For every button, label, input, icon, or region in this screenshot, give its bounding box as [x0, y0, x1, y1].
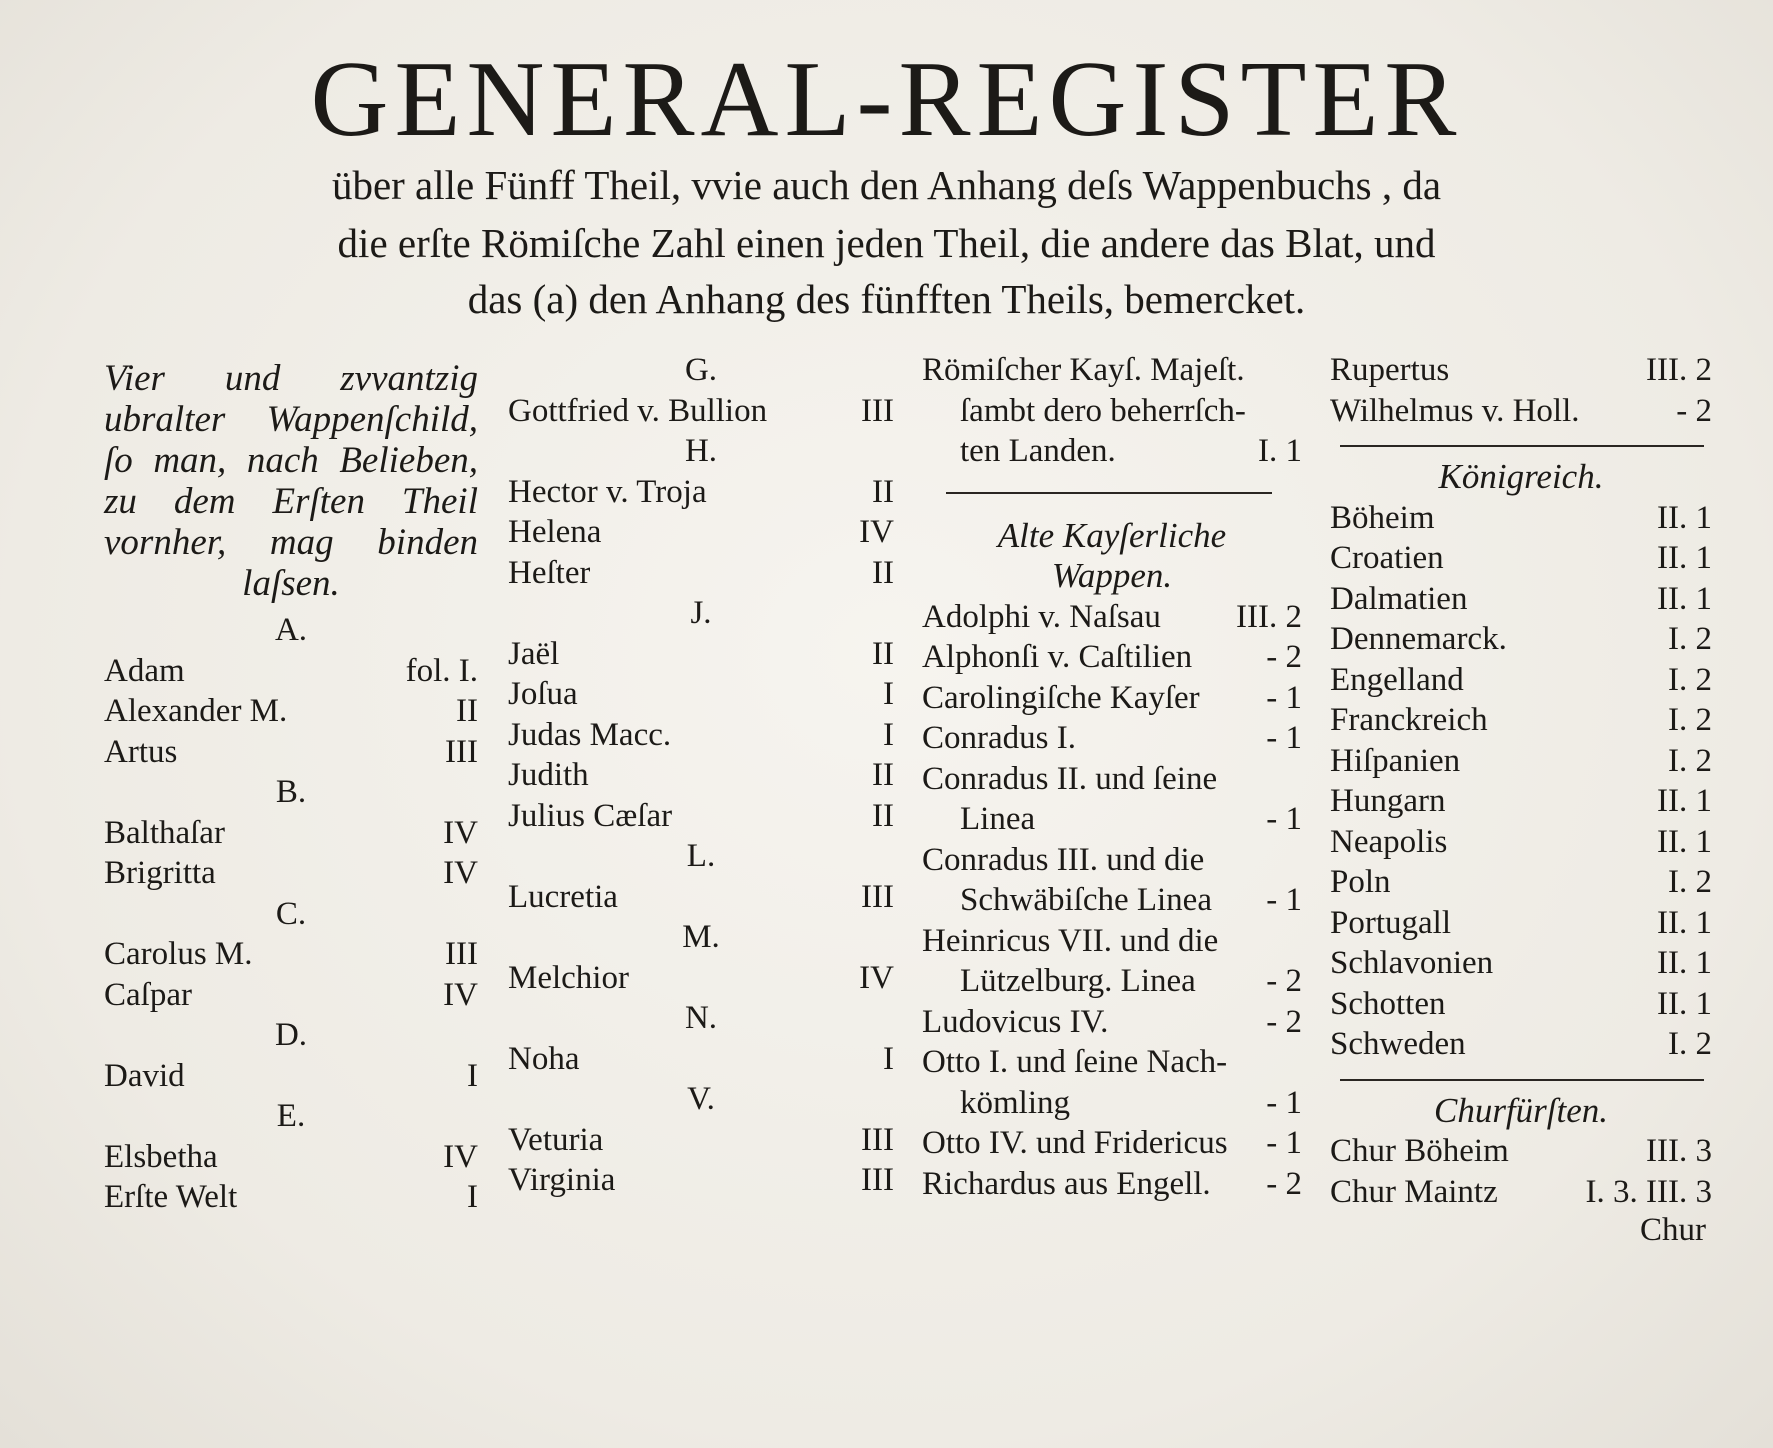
entry-reference: II [872, 797, 894, 834]
entry-name: Hector v. Troja [508, 473, 707, 510]
register-entry [1330, 498, 1712, 539]
entry-name: Poln [1330, 864, 1391, 900]
entry-name: Brigritta [104, 855, 216, 891]
entry-name: Noha [508, 1040, 580, 1077]
register-entry [508, 391, 894, 432]
entry-reference: I. 3. III. 3 [1585, 1173, 1712, 1210]
entry-reference: I [467, 1057, 478, 1094]
register-entry [1330, 391, 1712, 432]
entry-reference: - 1 [1266, 801, 1302, 837]
entry-name: Portugall [1330, 904, 1451, 941]
entry-reference: - 2 [1266, 639, 1302, 675]
column-4-entries [1330, 350, 1712, 1212]
entry-reference: I [467, 1179, 478, 1215]
register-entry [1330, 1172, 1712, 1213]
entry-name: Dalmatien [1330, 580, 1468, 617]
register-entry [922, 840, 1302, 881]
register-entry [508, 755, 894, 796]
entry-reference: IV [443, 855, 478, 891]
entry-reference: III [861, 392, 894, 429]
entry-name: Conradus I. [922, 720, 1076, 756]
register-entry [1330, 781, 1712, 822]
register-entry [104, 934, 478, 975]
entry-reference: II [456, 693, 478, 729]
entry-reference: I. 1 [1258, 433, 1302, 469]
letter-heading: D. [274, 1017, 308, 1053]
column-1-intro: Vier und zvvantzig ubralter Wappenſchild, ſo man, nach Belieben, zu dem Erſten Theil vornher, mag binden laſsen. [104, 358, 478, 604]
entry-name: ten Landen. [960, 433, 1116, 469]
register-entry [508, 553, 894, 594]
entry-name: Judas Macc. [508, 716, 672, 753]
register-entry [104, 651, 478, 692]
register-entry [1330, 619, 1712, 660]
letter-heading: B. [275, 774, 307, 810]
entry-reference: III. 2 [1236, 598, 1302, 635]
register-entry [104, 813, 478, 854]
register-entry [508, 634, 894, 675]
register-column-1 [104, 350, 478, 1218]
entry-name: Balthaſar [104, 814, 225, 851]
entry-name: Wilhelmus v. Holl. [1330, 392, 1580, 429]
register-entry [922, 961, 1302, 1002]
entry-name: Carolingiſche Kayſer [922, 679, 1200, 716]
section-divider [1340, 1079, 1704, 1081]
column-1-entries [104, 610, 478, 1218]
register-entry [508, 1160, 894, 1201]
register-entry [922, 431, 1302, 472]
section-heading: Königreich. [1438, 457, 1604, 496]
register-entry [922, 678, 1302, 719]
register-entry [104, 853, 478, 894]
register-entry [1330, 1131, 1712, 1172]
entry-name: Adam [104, 652, 185, 689]
entry-name: Neapolis [1330, 823, 1448, 860]
register-entry [922, 921, 1302, 962]
entry-reference: I [883, 716, 894, 753]
entry-name: Carolus M. [104, 936, 253, 972]
column-2-entries [508, 350, 894, 1201]
entry-reference: II. 1 [1657, 904, 1712, 941]
entry-reference: II. 1 [1657, 985, 1712, 1022]
letter-heading: M. [682, 919, 720, 955]
entry-name: Schotten [1330, 985, 1446, 1022]
section-divider [1340, 445, 1704, 447]
entry-reference: - 1 [1266, 1084, 1302, 1121]
entry-name: Artus [104, 733, 178, 770]
register-entry [922, 759, 1302, 800]
entry-reference: - 1 [1266, 679, 1302, 716]
entry-name: Julius Cæſar [508, 797, 673, 834]
register-entry [508, 715, 894, 756]
entry-name: Römiſcher Kayſ. Majeſt. [922, 352, 1245, 388]
register-entry [104, 1137, 478, 1178]
entry-name: Croatien [1330, 540, 1444, 576]
register-entry [1330, 1024, 1712, 1065]
entry-reference: IV [443, 1138, 478, 1175]
entry-name: Alphonſi v. Caſtilien [922, 639, 1193, 675]
entry-reference: IV [859, 514, 894, 550]
register-entry [922, 1002, 1302, 1043]
register-entry [104, 691, 478, 732]
register-entry [508, 1039, 894, 1080]
entry-reference: III [445, 733, 478, 770]
letter-heading: L. [686, 838, 716, 874]
entry-name: Schwäbiſche Linea [960, 882, 1212, 918]
entry-name: Conradus II. und ſeine [922, 760, 1218, 797]
register-entry [508, 877, 894, 918]
register-entry [1330, 579, 1712, 620]
letter-heading: H. [684, 433, 718, 469]
entry-reference: IV [859, 959, 894, 996]
entry-reference: II. 1 [1657, 580, 1712, 617]
entry-reference: - 1 [1266, 1125, 1302, 1161]
register-entry [1330, 903, 1712, 944]
entry-reference: - 1 [1266, 720, 1302, 756]
entry-name: Hiſpanien [1330, 742, 1461, 779]
entry-reference: IV [443, 976, 478, 1013]
section-heading: Wappen. [1051, 556, 1173, 595]
entry-name: Ludovicus IV. [922, 1003, 1109, 1040]
entry-name: Engelland [1330, 661, 1464, 698]
entry-reference: I [883, 1040, 894, 1077]
entry-reference: II [872, 554, 894, 591]
entry-name: Caſpar [104, 976, 192, 1013]
column-3-entries [922, 350, 1302, 1204]
letter-heading: A. [274, 612, 308, 648]
entry-name: Alexander M. [104, 693, 288, 729]
register-entry [1330, 862, 1712, 903]
register-entry [922, 637, 1302, 678]
register-entry [508, 472, 894, 513]
register-entry [922, 880, 1302, 921]
register-entry [1330, 700, 1712, 741]
entry-name: Joſua [508, 676, 578, 712]
register-entry [508, 796, 894, 837]
catchword: Chur [1640, 1212, 1706, 1248]
register-entry [1330, 741, 1712, 782]
entry-reference: - 2 [1266, 963, 1302, 999]
register-entry [1330, 660, 1712, 701]
register-entry [922, 799, 1302, 840]
register-entry [922, 1042, 1302, 1083]
register-entry [1330, 984, 1712, 1025]
entry-name: Helena [508, 514, 602, 550]
entry-reference: I. 2 [1668, 702, 1712, 738]
entry-name: Chur Maintz [1330, 1173, 1498, 1210]
register-column-3 [922, 350, 1302, 1204]
entry-name: Jaël [508, 635, 560, 672]
entry-name: Lützelburg. Linea [960, 963, 1196, 999]
letter-heading: N. [684, 1000, 718, 1036]
register-entry [922, 1164, 1302, 1205]
entry-reference: II. 1 [1657, 783, 1712, 819]
entry-reference: II [872, 473, 894, 510]
entry-reference: I. 2 [1668, 621, 1712, 657]
register-column-4 [1330, 350, 1712, 1212]
entry-name: ſambt dero beherrſch- [960, 392, 1246, 429]
entry-reference: I. 2 [1668, 742, 1712, 779]
entry-name: Linea [960, 801, 1036, 837]
entry-name: Schlavonien [1330, 945, 1494, 981]
entry-reference: - 2 [1676, 392, 1712, 429]
entry-reference: II. 1 [1657, 823, 1712, 860]
register-entry [104, 1177, 478, 1218]
entry-name: Heinricus VII. und die [922, 922, 1219, 959]
register-entry [922, 391, 1302, 432]
entry-name: Conradus III. und die [922, 841, 1205, 878]
section-divider [946, 492, 1272, 494]
entry-reference: - 2 [1266, 1165, 1302, 1202]
register-entry [922, 718, 1302, 759]
entry-name: Lucretia [508, 878, 618, 915]
entry-name: Adolphi v. Naſsau [922, 598, 1161, 635]
register-entry [508, 1120, 894, 1161]
entry-reference: III [445, 936, 478, 972]
entry-name: Franckreich [1330, 702, 1488, 738]
entry-reference: III [861, 1162, 894, 1198]
entry-reference: III. 2 [1646, 352, 1712, 388]
entry-reference: II. 1 [1657, 499, 1712, 536]
register-entry [508, 674, 894, 715]
register-entry [1330, 822, 1712, 863]
entry-reference: III [861, 1121, 894, 1158]
entry-name: Gottfried v. Bullion [508, 392, 768, 429]
register-entry [1330, 943, 1712, 984]
register-entry [104, 1056, 478, 1097]
register-entry [922, 350, 1302, 391]
entry-name: Otto IV. und Fridericus [922, 1125, 1228, 1161]
entry-name: Veturia [508, 1121, 604, 1158]
letter-heading: V. [687, 1081, 715, 1117]
entry-name: Elsbetha [104, 1138, 218, 1175]
entry-name: Hungarn [1330, 783, 1446, 819]
entry-name: kömling [960, 1084, 1071, 1121]
entry-reference: - 1 [1266, 882, 1302, 918]
register-entry [922, 1083, 1302, 1124]
entry-name: Rupertus [1330, 352, 1450, 388]
entry-name: Richardus aus Engell. [922, 1165, 1211, 1202]
subtitle-line-3: das (a) den Anhang des fünfften Theils, bemercket. [467, 276, 1306, 322]
entry-reference: IV [443, 814, 478, 851]
entry-name: Böheim [1330, 499, 1435, 536]
register-entry [104, 975, 478, 1016]
register-entry [508, 512, 894, 553]
entry-name: Virginia [508, 1162, 616, 1198]
entry-name: Erſte Welt [104, 1179, 238, 1215]
entry-name: Judith [508, 757, 589, 793]
entry-reference: II [872, 757, 894, 793]
entry-reference: - 2 [1266, 1003, 1302, 1040]
register-entry [1330, 350, 1712, 391]
entry-reference: I. 2 [1668, 864, 1712, 900]
entry-name: Heſter [508, 554, 591, 591]
entry-name: Dennemarck. [1330, 621, 1507, 657]
register-entry [508, 958, 894, 999]
letter-heading: E. [276, 1098, 306, 1134]
section-heading: Alte Kayſerliche [997, 515, 1227, 555]
subtitle-line-2: die erſte Römiſche Zahl einen jeden Theil, die andere das Blat, und [337, 220, 1436, 266]
entry-name: Schweden [1330, 1026, 1466, 1062]
section-heading: Churfürſten. [1433, 1090, 1609, 1130]
page-title: GENERAL-REGISTER [310, 40, 1463, 159]
entry-reference: II. 1 [1657, 945, 1712, 981]
entry-name: David [104, 1057, 185, 1094]
subtitle-line-1: über alle Fünff Theil, vvie auch den Anhang deſs Wappenbuchs , da [331, 162, 1442, 208]
letter-heading: J. [690, 595, 712, 631]
register-entry [922, 1123, 1302, 1164]
entry-reference: I. 2 [1668, 661, 1712, 698]
entry-reference: I [883, 676, 894, 712]
register-column-2 [508, 350, 894, 1201]
register-entry [1330, 538, 1712, 579]
entry-reference: II. 1 [1657, 540, 1712, 576]
register-entry [104, 732, 478, 773]
entry-name: Chur Böheim [1330, 1133, 1509, 1169]
entry-name: Otto I. und ſeine Nach- [922, 1044, 1228, 1080]
register-entry [922, 597, 1302, 638]
entry-reference: I. 2 [1668, 1026, 1712, 1062]
letter-heading: G. [684, 352, 718, 388]
entry-reference: II [872, 635, 894, 672]
entry-reference: fol. I. [405, 652, 478, 689]
letter-heading: C. [275, 895, 307, 932]
entry-reference: III. 3 [1646, 1133, 1712, 1169]
entry-reference: III [861, 878, 894, 915]
entry-name: Melchior [508, 959, 629, 996]
